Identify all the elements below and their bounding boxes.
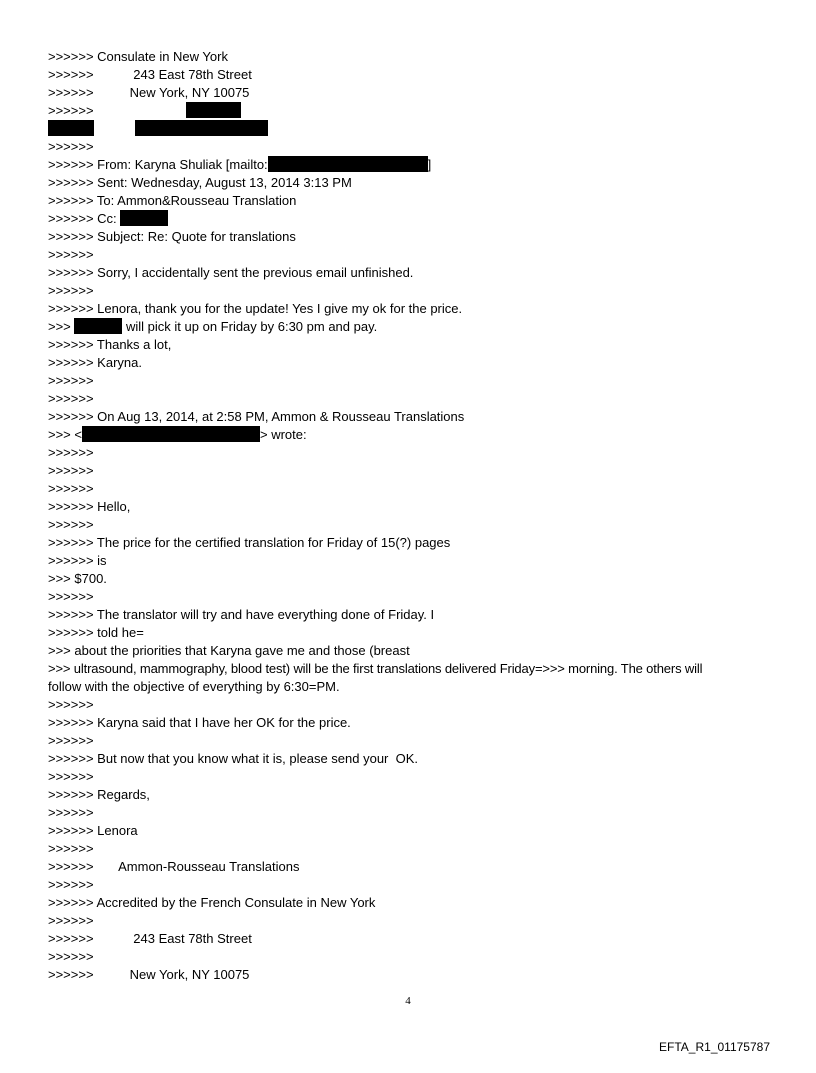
redaction-block (135, 120, 268, 136)
text-line: follow with the objective of everything by 6:30=PM. (48, 679, 340, 694)
text-line: >>>>>> (48, 445, 94, 460)
wrote-line (48, 426, 307, 444)
redaction-block (48, 120, 94, 136)
cc-label: >>>>>> Cc: (48, 211, 117, 226)
text-line: >>>>>> 243 East 78th Street (48, 931, 252, 946)
text-line: >>>>>> Sorry, I accidentally sent the previous email unfinished. (48, 265, 414, 280)
text-line: >>>>>> Lenora (48, 823, 138, 838)
text-line: >>>>>> (48, 733, 94, 748)
cc-line (48, 210, 168, 228)
text-line: >>> about the priorities that Karyna gave me and those (breast (48, 643, 410, 658)
text-line: >>>>>> (48, 877, 94, 892)
from-line (48, 156, 431, 174)
to-line: >>>>>> To: Ammon&Rousseau Translation (48, 193, 297, 208)
text-line: >>>>>> (48, 139, 94, 154)
text-line: >>>>>> (48, 841, 94, 856)
subject-line: >>>>>> Subject: Re: Quote for translations (48, 229, 296, 244)
sent-line: >>>>>> Sent: Wednesday, August 13, 2014 3:13 PM (48, 175, 352, 190)
text-line: >>>>>> (48, 247, 94, 262)
text-line: >>>>>> Lenora, thank you for the update! Yes I give my ok for the price. (48, 301, 463, 316)
text-line: >>>>>> Accredited by the French Consulate in New York (48, 895, 376, 910)
text-line: >>>>>> On Aug 13, 2014, at 2:58 PM, Ammon & Rousseau Translations (48, 409, 465, 424)
pickup-text: will pick it up on Friday by 6:30 pm and pay. (122, 319, 378, 334)
wrote-text: > wrote: (259, 427, 307, 442)
text-line: >>>>>> Regards, (48, 787, 150, 802)
redaction-block (82, 426, 260, 442)
text-line: >>>>>> (48, 373, 94, 388)
text-line: >>>>>> told he= (48, 625, 144, 640)
text-line: >>>>>> Karyna. (48, 355, 142, 370)
text-line: >>>>>> is (48, 553, 107, 568)
text-line: >>>>>> (48, 589, 94, 604)
text-line: >>>>>> (48, 391, 94, 406)
text-line: >>>>>> (48, 769, 94, 784)
text-line: >>>>>> Consulate in New York (48, 49, 228, 64)
text-line: >>>>>> (48, 805, 94, 820)
text-line: >>>>>> (48, 913, 94, 928)
text-line: >>>>>> (48, 283, 94, 298)
text-line: >>>>>> Hello, (48, 499, 131, 514)
text-line: >>>>>> 243 East 78th Street (48, 67, 252, 82)
text-line: >>>>>> (48, 697, 94, 712)
redaction-block (268, 156, 428, 172)
redaction-block (74, 318, 122, 334)
text-line: >>>>>> But now that you know what it is, please send your OK. (48, 751, 418, 766)
text-line: >>> ultrasound, mammography, blood test) will be the first translations delivered Friday=>>> morning. The others will (48, 661, 703, 676)
text-line: >>>>>> New York, NY 10075 (48, 967, 250, 982)
text-line: >>> $700. (48, 571, 107, 586)
text-line: >>>>>> (48, 463, 94, 478)
text-line: >>>>>> Ammon-Rousseau Translations (48, 859, 300, 874)
quote-prefix: >>> (48, 319, 71, 334)
text-line: >>>>>> (48, 103, 94, 118)
text-line: >>>>>> Karyna said that I have her OK for the price. (48, 715, 351, 730)
text-line: >>>>>> (48, 949, 94, 964)
text-line: >>>>>> (48, 481, 94, 496)
text-line: >>>>>> The price for the certified translation for Friday of 15(?) pages (48, 535, 451, 550)
text-line: >>>>>> (48, 517, 94, 532)
pickup-line (48, 318, 377, 336)
mailto-close: ] (427, 157, 432, 172)
quote-prefix: >>> < (48, 427, 82, 442)
redaction-block (186, 102, 241, 118)
page-number: 4 (405, 995, 411, 1007)
from-label: >>>>>> From: Karyna Shuliak [mailto: (48, 157, 268, 172)
redaction-block (120, 210, 168, 226)
document-id: EFTA_R1_01175787 (659, 1040, 770, 1054)
text-line: >>>>>> The translator will try and have everything done of Friday. I (48, 607, 435, 622)
text-line: >>>>>> New York, NY 10075 (48, 85, 250, 100)
text-line: >>>>>> Thanks a lot, (48, 337, 172, 352)
